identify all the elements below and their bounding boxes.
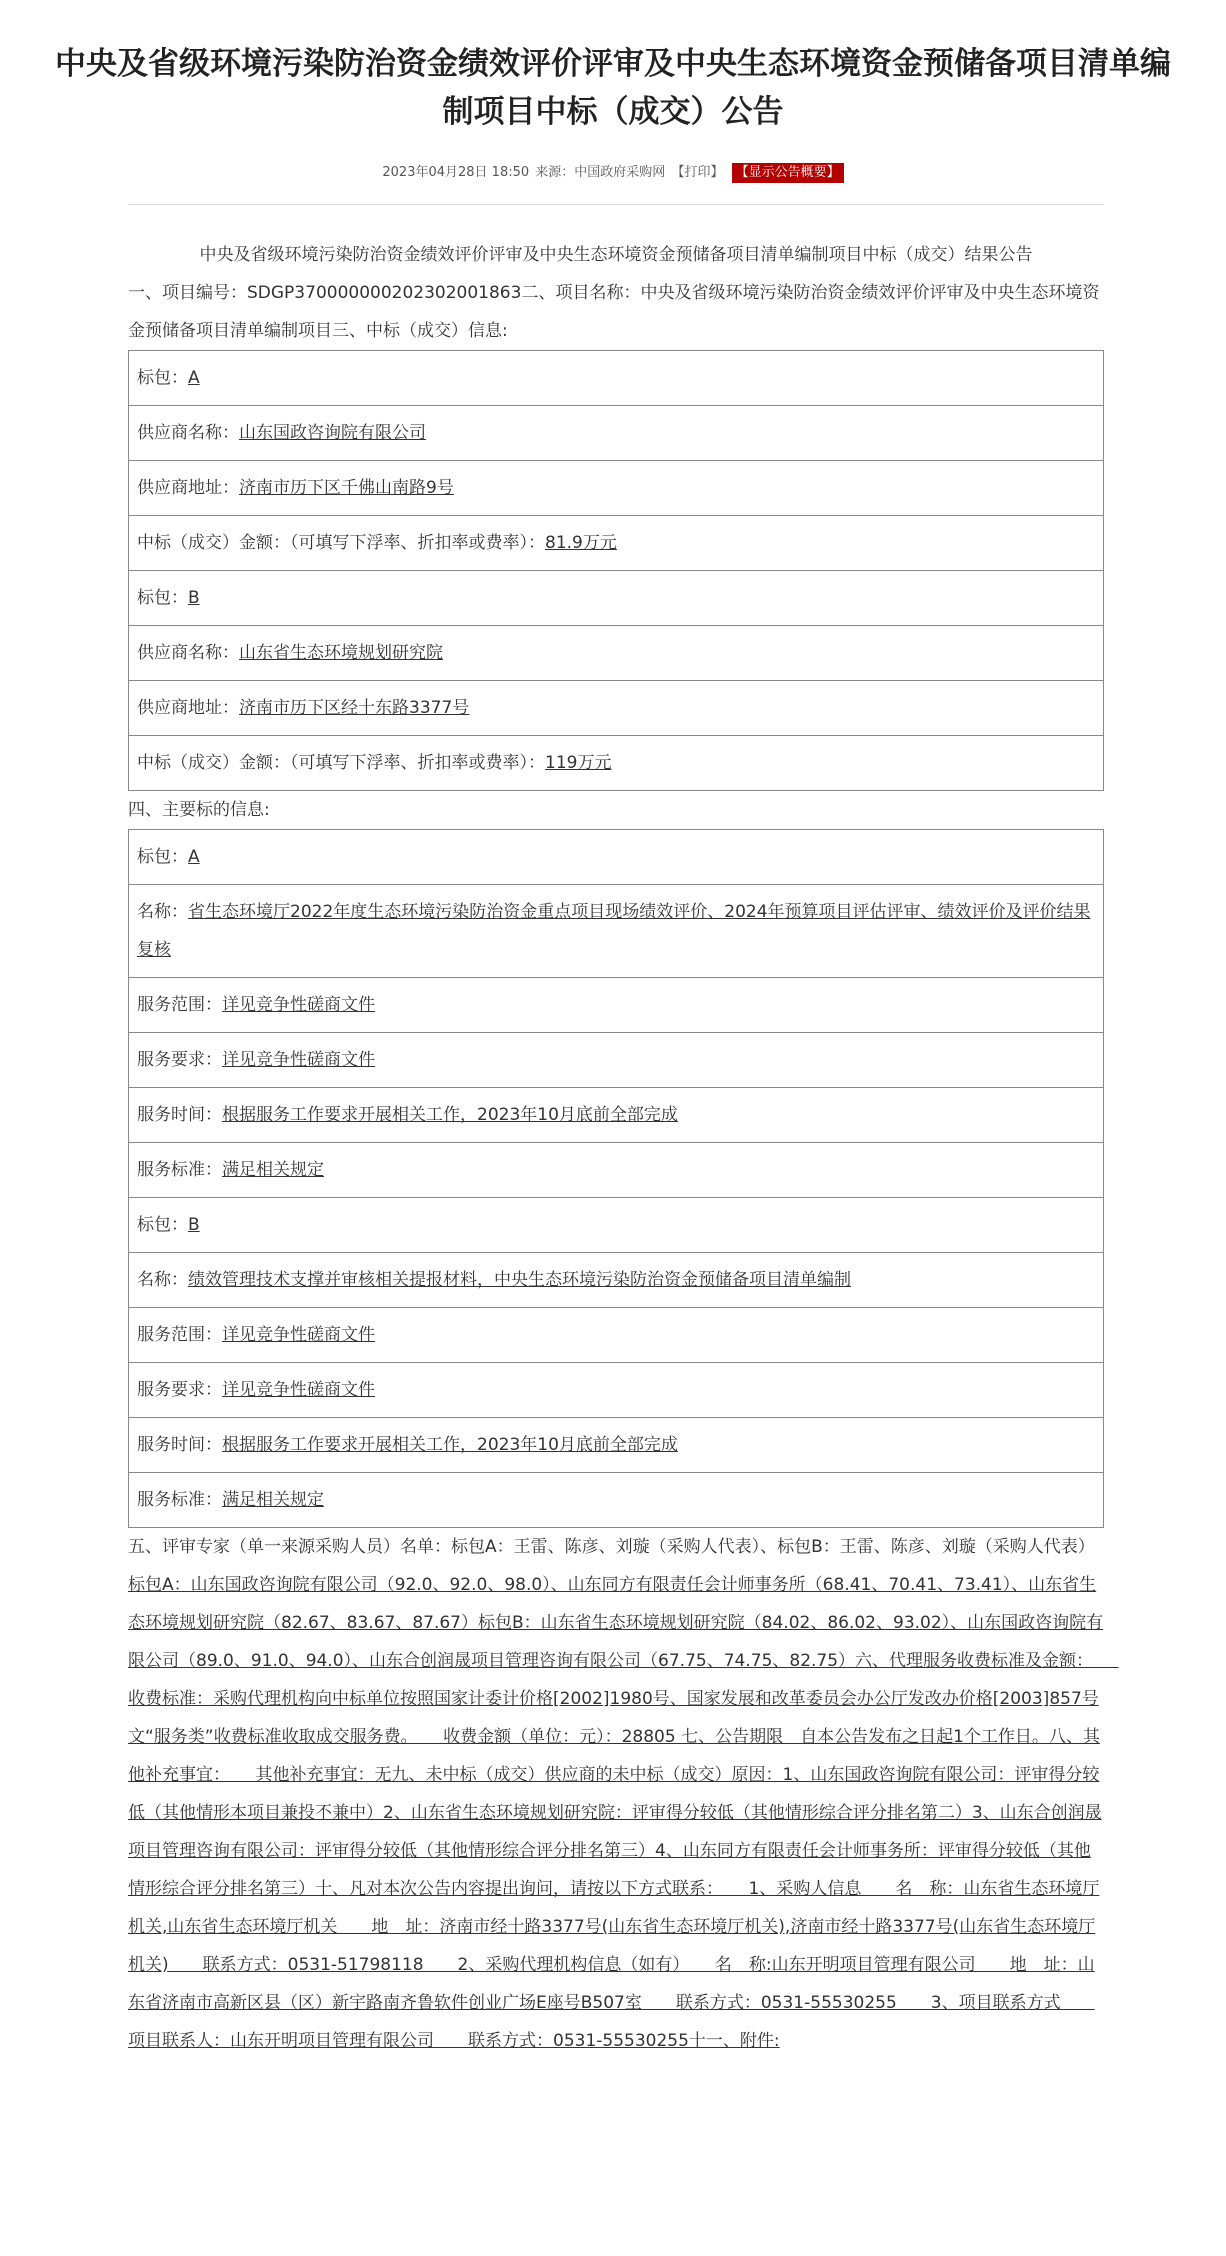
- table-cell: [129, 1418, 1104, 1473]
- row-label: 服务要求：: [137, 1050, 222, 1070]
- page-title: [0, 40, 1226, 136]
- row-label: 供应商名称：: [137, 423, 239, 443]
- table-row: [129, 736, 1104, 791]
- row-value: B: [188, 1215, 200, 1235]
- row-value: 详见竞争性磋商文件: [222, 1050, 375, 1070]
- table-cell: [129, 1033, 1104, 1088]
- table-row: [129, 681, 1104, 736]
- table-cell: [129, 461, 1104, 516]
- row-value: 济南市历下区经十东路3377号: [239, 698, 470, 718]
- row-value: 详见竞争性磋商文件: [222, 995, 375, 1015]
- table-row: [129, 406, 1104, 461]
- title-line-2: 制项目中标（成交）公告: [442, 94, 784, 130]
- experts-underlined-text: 标包A：山东国政咨询院有限公司（92.0、92.0、98.0）、山东同方有限责任会计师事务所（68.41、70.41、73.41）、山东省生态环境规划研究院（82.67、83.67、87.67）标包B：山东省生态环境规划研究院（84.02、86.02、93.02）、山东国政咨询院有限公司（89.0、91.0、94.0）、山东合创润晟项目管理咨询有限公司（67.75、74.75、82.75）六、代理服务收费标准及金额： 收费标准：采购代理机构向中标单位按照国家计委计价格[2002]1980号、国家发展和改革委员会办公厅发改办价格[2003]857号文“服务类”收费标准收取成交服务费。 收费金额（单位：元）：28805 七、公告期限 自本公告发布之日起1个工作日。八、其他补充事宜： 其他补充事宜：无九、未中标（成交）供应商的未中标（成交）原因：1、山东国政咨询院有限公司：评审得分较低（其他情形本项目兼投不兼中）2、山东省生态环境规划研究院：评审得分较低（其他情形综合评分排名第二）3、山东合创润晟项目管理咨询有限公司：评审得分较低（其他情形综合评分排名第三）4、山东同方有限责任会计师事务所：评审得分较低（其他情形综合评分排名第三）十、凡对本次公告内容提出询问，请按以下方式联系： 1、采购人信息 名 称：山东省生态环境厅机关,山东省生态环境厅机关 地 址：济南市经十路3377号(山东省生态环境厅机关),济南市经十路3377号(山东省生态环境厅机关) 联系方式：0531-51798118 2、采购代理机构信息（如有） 名 称:山东开明项目管理有限公司 地 址：山东省济南市高新区县（区）新宇路南齐鲁软件创业广场E座号B507室 联系方式：0531-55530255 3、项目联系方式 项目联系人：山东开明项目管理有限公司 联系方式：0531-55530255十一、附件:: [128, 1575, 1119, 2051]
- table-cell: [129, 736, 1104, 791]
- row-value: 满足相关规定: [222, 1490, 324, 1510]
- table-cell: [129, 885, 1104, 978]
- section-subject-info: 四、主要标的信息:: [128, 800, 270, 820]
- table-cell: [129, 681, 1104, 736]
- row-label: 服务时间：: [137, 1435, 222, 1455]
- table-row: [129, 1308, 1104, 1363]
- table-cell: [129, 1088, 1104, 1143]
- show-summary-button[interactable]: 【显示公告概要】: [732, 163, 844, 183]
- row-label: 标包：: [137, 368, 188, 388]
- table-row: [129, 1418, 1104, 1473]
- table-cell: [129, 1308, 1104, 1363]
- table-row: [129, 1143, 1104, 1198]
- article-heading: 中央及省级环境污染防治资金绩效评价评审及中央生态环境资金预储备项目清单编制项目中标（成交）结果公告: [199, 245, 1033, 265]
- section-experts-and-contacts: [128, 1528, 1121, 2060]
- row-label: 标包：: [137, 847, 188, 867]
- row-label: 标包：: [137, 588, 188, 608]
- table-row: [129, 1473, 1104, 1528]
- meta-bar: [0, 162, 1226, 184]
- row-label: 中标（成交）金额：（可填写下浮率、折扣率或费率）：: [137, 753, 545, 773]
- table-row: [129, 461, 1104, 516]
- row-value: B: [188, 588, 200, 608]
- row-label: 标包：: [137, 1215, 188, 1235]
- table-cell: [129, 1143, 1104, 1198]
- row-label: 中标（成交）金额：（可填写下浮率、折扣率或费率）：: [137, 533, 545, 553]
- table-cell: [129, 516, 1104, 571]
- row-value: A: [188, 368, 200, 388]
- table-row: [129, 830, 1104, 885]
- row-value: A: [188, 847, 200, 867]
- table-cell: [129, 351, 1104, 406]
- print-link[interactable]: 【打印】: [671, 165, 724, 180]
- row-label: 服务范围：: [137, 995, 222, 1015]
- table-row: [129, 1088, 1104, 1143]
- row-label: 供应商地址：: [137, 478, 239, 498]
- row-value: 省生态环境厅2022年度生态环境污染防治资金重点项目现场绩效评价、2024年预算项目评估评审、绩效评价及评价结果复核: [137, 902, 1091, 960]
- row-label: 供应商地址：: [137, 698, 239, 718]
- table-cell: [129, 406, 1104, 461]
- row-label: 服务时间：: [137, 1105, 222, 1125]
- table-cell: [129, 1363, 1104, 1418]
- table-cell: [129, 626, 1104, 681]
- row-value: 济南市历下区千佛山南路9号: [239, 478, 454, 498]
- row-value: 详见竞争性磋商文件: [222, 1380, 375, 1400]
- title-line-1: 中央及省级环境污染防治资金绩效评价评审及中央生态环境资金预储备项目清单编: [55, 46, 1171, 82]
- table-row: [129, 1253, 1104, 1308]
- row-value: 满足相关规定: [222, 1160, 324, 1180]
- table-row: [129, 516, 1104, 571]
- divider: [128, 204, 1104, 205]
- winner-table: [128, 350, 1104, 791]
- row-value: 81.9万元: [545, 533, 617, 553]
- row-label: 服务要求：: [137, 1380, 222, 1400]
- article-body: [128, 236, 1121, 2060]
- row-label: 名称：: [137, 1270, 188, 1290]
- row-value: 根据服务工作要求开展相关工作，2023年10月底前全部完成: [222, 1105, 678, 1125]
- table-cell: [129, 1473, 1104, 1528]
- row-value: 山东国政咨询院有限公司: [239, 423, 426, 443]
- table-row: [129, 626, 1104, 681]
- experts-plain-text: 五、评审专家（单一来源采购人员）名单：标包A：王雷、陈彦、刘璇（采购人代表）、标包B：王雷、陈彦、刘璇（采购人代表）: [128, 1537, 1121, 1557]
- row-label: 服务标准：: [137, 1160, 222, 1180]
- publish-datetime: 2023年04月28日 18:50: [382, 165, 530, 180]
- table-row: [129, 1363, 1104, 1418]
- section-project-info: 一、项目编号：SDGP370000000202302001863二、项目名称：中央及省级环境污染防治资金绩效评价评审及中央生态环境资金预储备项目清单编制项目三、中标（成交）信息:: [128, 283, 1100, 341]
- table-row: [129, 1033, 1104, 1088]
- row-value: 山东省生态环境规划研究院: [239, 643, 443, 663]
- table-cell: [129, 978, 1104, 1033]
- table-cell: [129, 1253, 1104, 1308]
- table-row: [129, 351, 1104, 406]
- row-label: 服务标准：: [137, 1490, 222, 1510]
- table-row: [129, 978, 1104, 1033]
- row-value: 详见竞争性磋商文件: [222, 1325, 375, 1345]
- subject-table: [128, 829, 1104, 1528]
- row-label: 供应商名称：: [137, 643, 239, 663]
- table-row: [129, 885, 1104, 978]
- table-cell: [129, 571, 1104, 626]
- table-cell: [129, 1198, 1104, 1253]
- row-label: 服务范围：: [137, 1325, 222, 1345]
- row-value: 119万元: [545, 753, 612, 773]
- table-row: [129, 1198, 1104, 1253]
- row-value: 绩效管理技术支撑并审核相关提报材料，中央生态环境污染防治资金预储备项目清单编制: [188, 1270, 851, 1290]
- row-label: 名称：: [137, 902, 188, 922]
- table-row: [129, 571, 1104, 626]
- table-cell: [129, 830, 1104, 885]
- row-value: 根据服务工作要求开展相关工作，2023年10月底前全部完成: [222, 1435, 678, 1455]
- meta-source: 来源：中国政府采购网: [535, 165, 666, 180]
